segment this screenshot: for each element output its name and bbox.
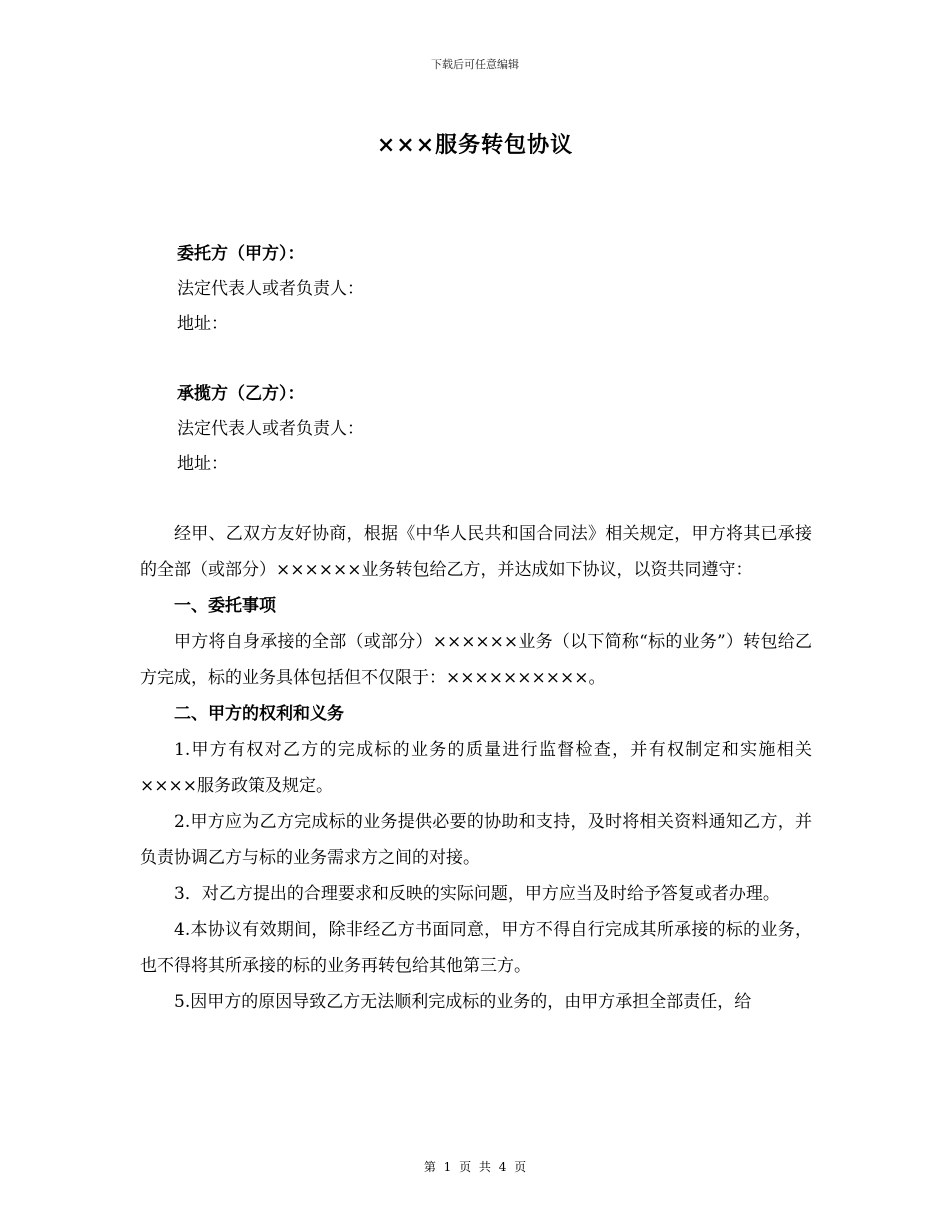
section-2-item-4: 4.本协议有效期间，除非经乙方书面同意，甲方不得自行完成其所承接的标的业务，也不得将其所承接的标的业务再转包给其他第三方。 bbox=[140, 920, 812, 976]
section-2-item-1: 1.甲方有权对乙方的完成标的业务的质量进行监督检查，并有权制定和实施相关××××服务政策及规定。 bbox=[140, 740, 812, 796]
document-title: ×××服务转包协议 bbox=[376, 132, 574, 158]
section-1-paragraph: 甲方将自身承接的全部（或部分）××××××业务（以下简称“标的业务”）转包给乙方完成，标的业务具体包括但不仅限于：××××××××××。 bbox=[140, 632, 812, 688]
party-b-block bbox=[177, 377, 364, 482]
party-b-representative: 法定代表人或者负责人： bbox=[177, 419, 364, 439]
section-1-heading: 一、委托事项 bbox=[174, 596, 276, 616]
page-number-footer: 第 1 页 共 4 页 bbox=[423, 1160, 527, 1174]
party-a-representative: 法定代表人或者负责人： bbox=[177, 279, 364, 299]
header-note: 下载后可任意编辑 bbox=[431, 58, 519, 71]
section-2-item-5: 5.因甲方的原因导致乙方无法顺利完成标的业务的，由甲方承担全部责任，给 bbox=[174, 992, 752, 1012]
party-b-label: 承揽方（乙方）： bbox=[177, 384, 305, 404]
party-a-block bbox=[177, 237, 364, 342]
intro-paragraph: 经甲、乙双方友好协商，根据《中华人民共和国合同法》相关规定，甲方将其已承接的全部（或部分）××××××业务转包给乙方，并达成如下协议，以资共同遵守： bbox=[140, 524, 812, 580]
agreement-body bbox=[140, 516, 812, 1020]
party-b-address: 地址： bbox=[177, 454, 228, 474]
section-2-item-2: 2.甲方应为乙方完成标的业务提供必要的协助和支持，及时将相关资料通知乙方，并负责协调乙方与标的业务需求方之间的对接。 bbox=[140, 812, 812, 868]
party-a-address: 地址： bbox=[177, 314, 228, 334]
party-a-label: 委托方（甲方）： bbox=[177, 244, 305, 264]
section-2-heading: 二、甲方的权利和义务 bbox=[174, 704, 344, 724]
section-2-item-3: 3．对乙方提出的合理要求和反映的实际问题，甲方应当及时给予答复或者办理。 bbox=[174, 884, 780, 904]
